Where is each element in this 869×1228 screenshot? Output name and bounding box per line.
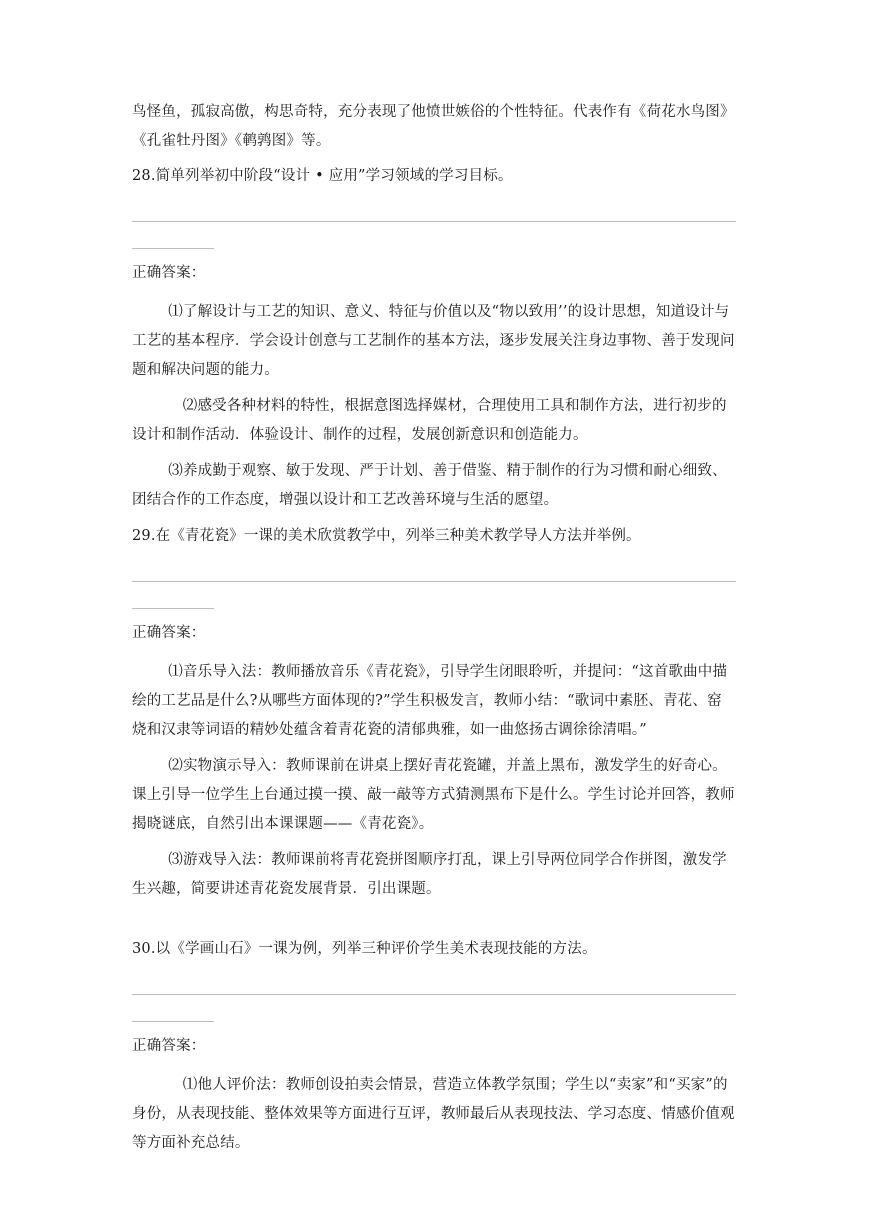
answer-line-short <box>132 1021 214 1022</box>
answer-line <box>132 221 736 222</box>
answer-point: ⑶游戏导入法：教师课前将青花瓷拼图顺序打乱，课上引导两位同学合作拼图，激发学生兴趣，简要讲述青花瓷发展背景．引出课题。 <box>132 852 727 897</box>
answer-label: 正确答案： <box>132 1038 206 1054</box>
question-29 <box>132 522 736 904</box>
question-text: 29.在《青花瓷》一课的美术欣赏教学中，列举三种美术教学导人方法并举例。 <box>132 528 641 544</box>
answer-point: ⑵感受各种材料的特性，根据意图选择媒材，合理使用工具和制作方法，进行初步的设计和制作活动．体验设计、制作的过程，发展创新意识和创造能力。 <box>132 398 727 443</box>
section-gap <box>132 911 736 933</box>
answer-blank[interactable] <box>132 970 736 1024</box>
question-text: 30.以《学画山石》一课为例，列举三种评价学生美术表现技能的方法。 <box>132 941 597 957</box>
answer-line-short <box>132 608 214 609</box>
answer-point: ⑴了解设计与工艺的知识、意义、特征与价值以及“物以致用’’的设计思想，知道设计与工艺的基本程序．学会设计创意与工艺制作的基本方法，逐步发展关注身边事物、善于发现问题和解决问题的能力。 <box>132 304 735 378</box>
answer-line-short <box>132 248 214 249</box>
answer-point: ⑴音乐导入法：教师播放音乐《青花瓷》，引导学生闭眼聆听，并提问：“这首歌曲中描绘的工艺品是什么?从哪些方面体现的?”学生积极发言，教师小结：“歌词中素胚、青花、窑烧和汉隶等词语的精妙处蕴含着青花瓷的清郁典雅，如一曲悠扬古调徐徐清唱。” <box>132 664 728 738</box>
question-30 <box>132 935 736 1158</box>
question-28 <box>132 162 736 515</box>
answer-line <box>132 581 736 582</box>
answer-blank[interactable] <box>132 197 736 251</box>
question-text: 28.简单列举初中阶段“设计 • 应用”学习领域的学习目标。 <box>132 168 513 184</box>
answer-point: ⑵实物演示导入：教师课前在讲桌上摆好青花瓷罐，并盖上黑布，激发学生的好奇心。课上引导一位学生上台通过摸一摸、敲一敲等方式猜测黑布下是什么。学生讨论并回答，教师揭晓谜底，自然引出本课课题——《青花瓷》。 <box>132 758 735 832</box>
document-page <box>132 98 736 1165</box>
answer-line <box>132 994 736 995</box>
answer-point: ⑶养成勤于观察、敏于发现、严于计划、善于借鉴、精于制作的行为习惯和耐心细致、团结合作的工作态度，增强以设计和工艺改善环境与生活的愿望。 <box>132 463 727 508</box>
intro-paragraph: 鸟怪鱼，孤寂高傲，构思奇特，充分表现了他愤世嫉俗的个性特征。代表作有《荷花水鸟图》《孔雀牡丹图》《鹌鹑图》等。 <box>132 104 735 149</box>
answer-label: 正确答案： <box>132 265 206 281</box>
answer-label: 正确答案： <box>132 625 206 641</box>
answer-point: ⑴他人评价法：教师创设拍卖会情景，营造立体教学氛围；学生以“卖家”和“买家”的身份，从表现技能、整体效果等方面进行互评，教师最后从表现技法、学习态度、情感价值观等方面补充总结。 <box>132 1077 735 1151</box>
answer-blank[interactable] <box>132 557 736 611</box>
